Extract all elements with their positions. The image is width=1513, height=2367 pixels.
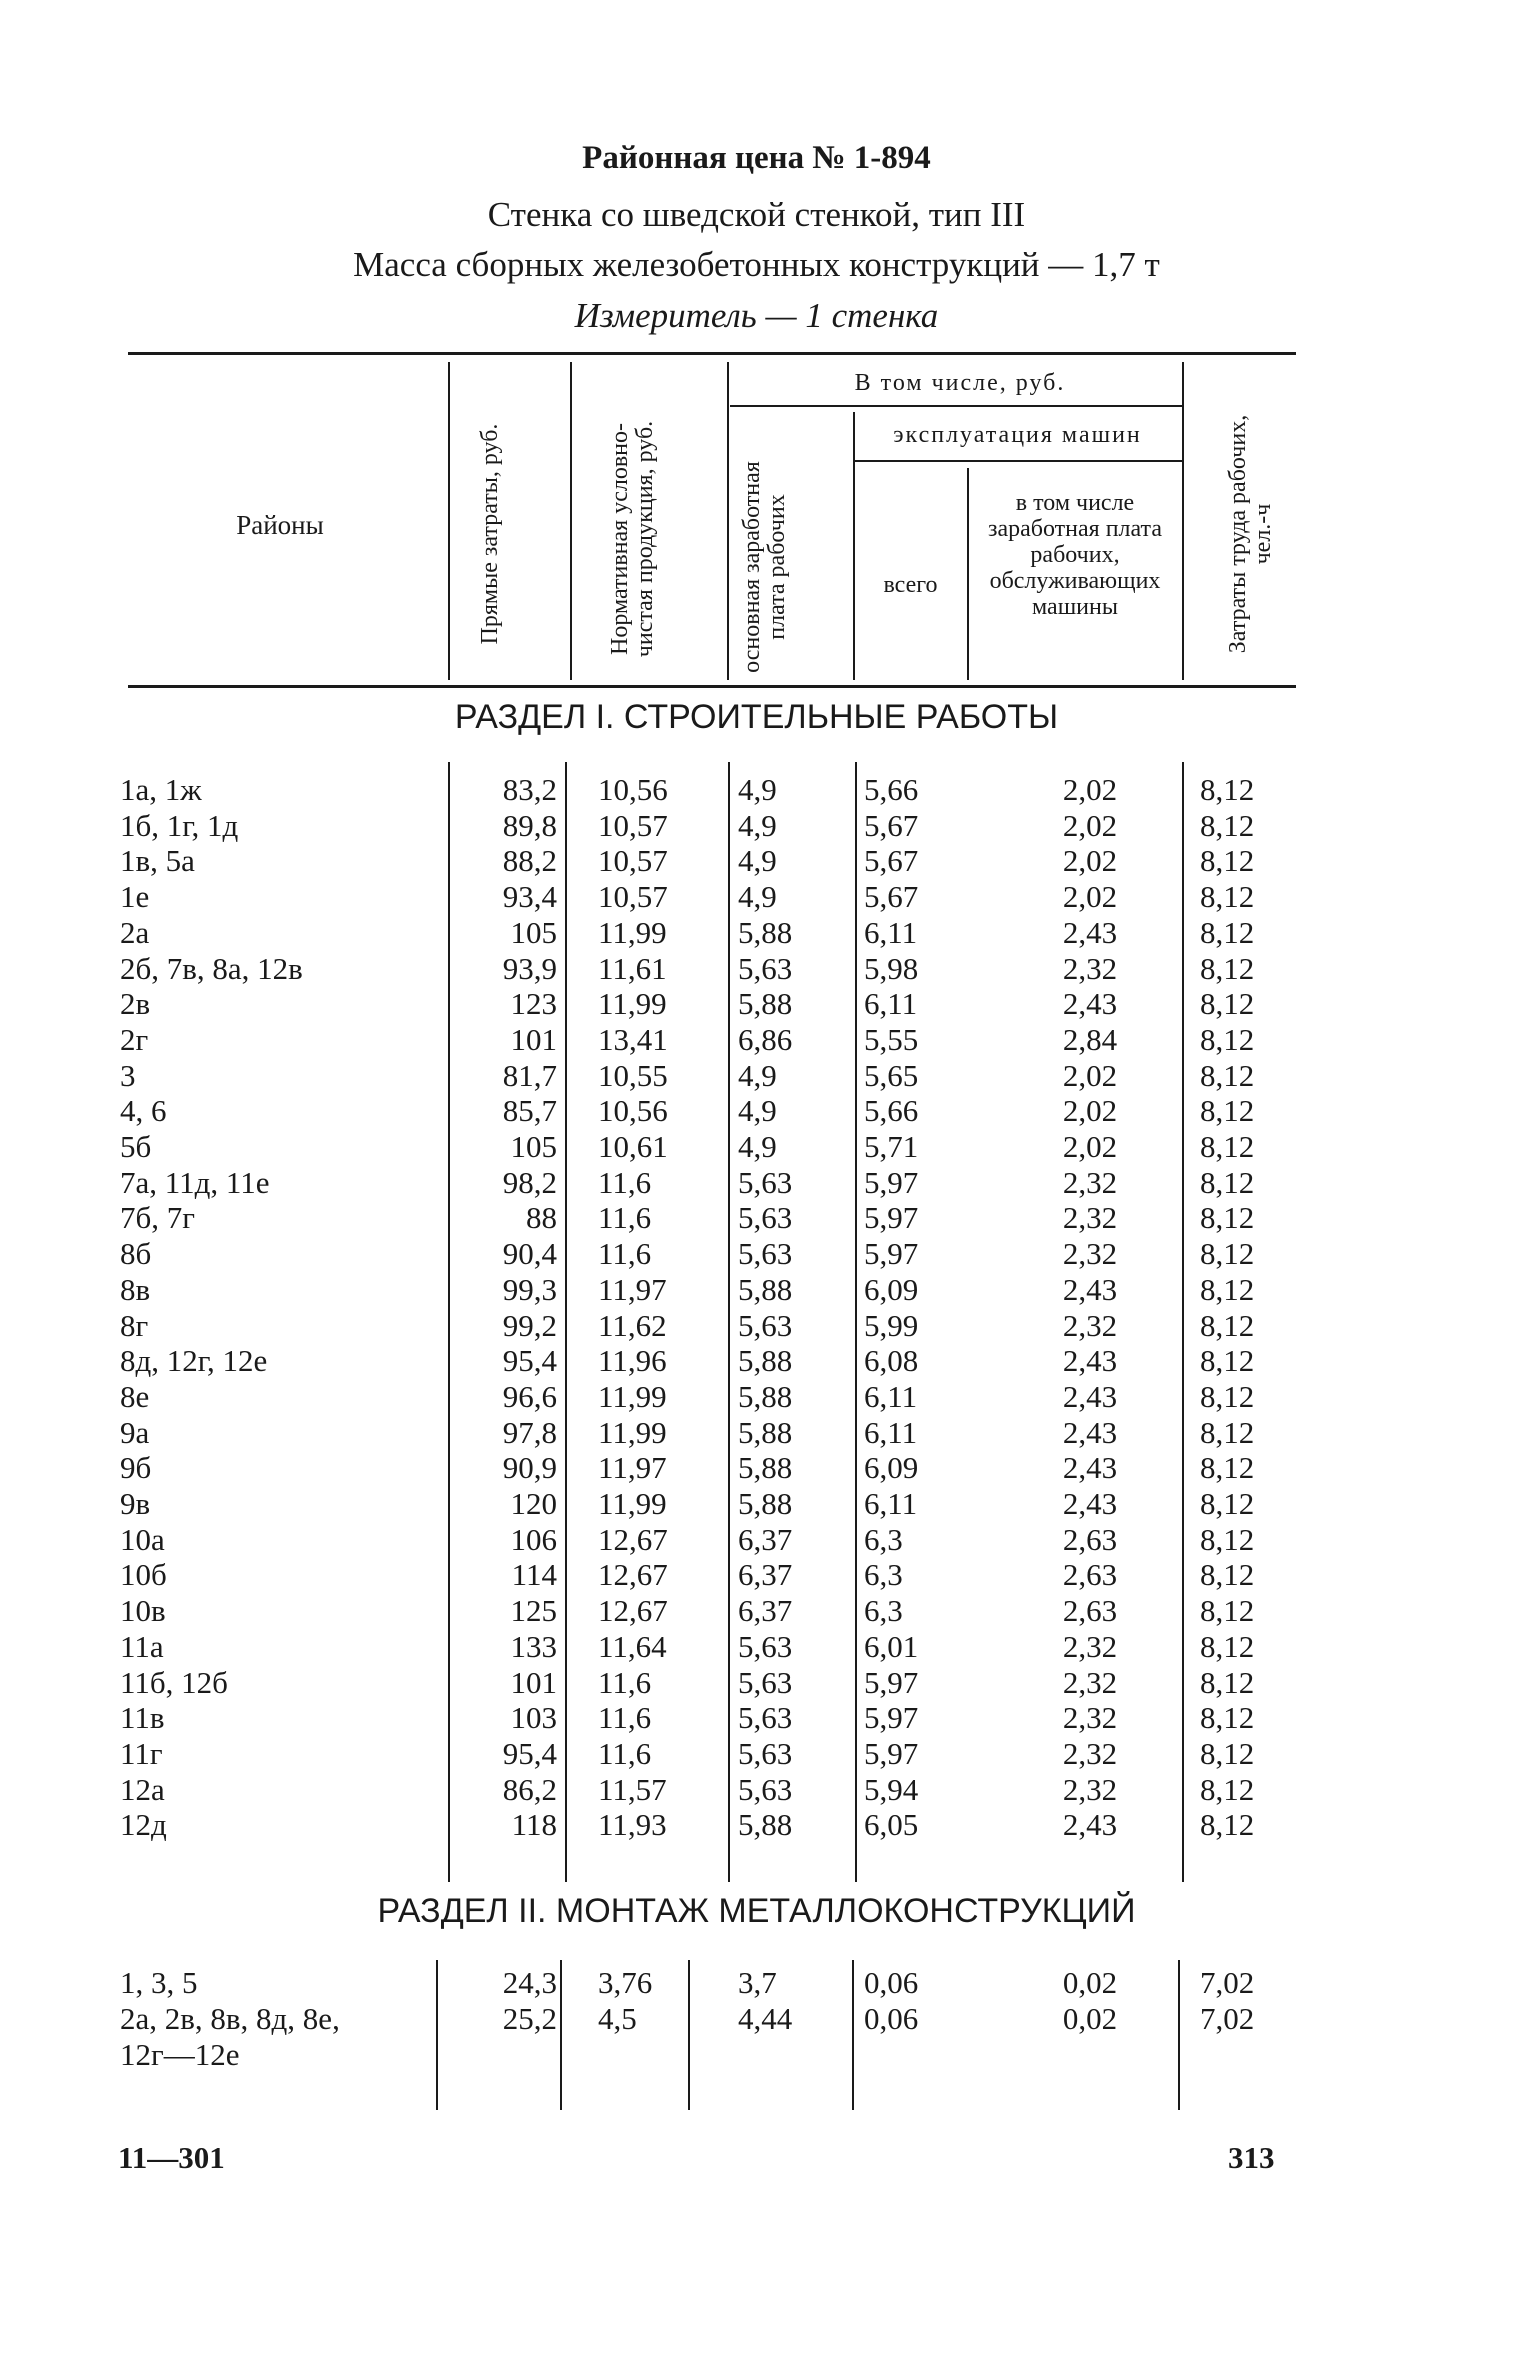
- cell-labor-costs: 8,12: [1200, 1450, 1255, 1486]
- table-row: [0, 1772, 1513, 1808]
- cell-direct-costs: 103: [510, 1700, 557, 1736]
- table-row: [0, 879, 1513, 915]
- cell-machines-incl-wage: 2,02: [1062, 772, 1118, 807]
- cell-machines-total: 5,71: [864, 1129, 919, 1164]
- col-districts: Районы: [236, 510, 324, 540]
- cell-machines-incl-wage: 2,32: [1062, 1700, 1118, 1736]
- cell-norm-product: 12,67: [598, 1521, 668, 1557]
- cell-norm-product: 10,57: [598, 879, 668, 915]
- cell-machines-total: 5,66: [864, 772, 919, 807]
- cell-norm-product: 11,97: [598, 1450, 667, 1486]
- cell-direct-costs: 83,2: [502, 772, 557, 807]
- cell-machines-incl-wage: 2,02: [1062, 1057, 1118, 1093]
- table-row: [0, 1058, 1513, 1094]
- cell-direct-costs: 93,9: [502, 950, 557, 986]
- cell-base-wage: 5,88: [738, 1486, 793, 1521]
- cell-district: 11г: [120, 1735, 163, 1771]
- table-row: [0, 915, 1513, 951]
- cell-norm-product: 11,6: [598, 1735, 652, 1771]
- cell-machines-total: 6,11: [864, 1414, 918, 1450]
- cell-direct-costs: 120: [510, 1486, 557, 1521]
- cell-base-wage: 6,37: [738, 1521, 793, 1557]
- cell-district: 2в: [120, 986, 151, 1022]
- cell-machines-total: 0,06: [864, 1965, 919, 2000]
- cell-norm-product: 11,61: [598, 950, 667, 986]
- cell-direct-costs: 93,4: [502, 879, 557, 915]
- cell-district: 8б: [120, 1236, 152, 1272]
- cell-machines-total: 5,99: [864, 1307, 919, 1343]
- cell-norm-product: 11,99: [598, 1414, 667, 1450]
- cell-machines-incl-wage: 2,02: [1062, 1093, 1118, 1129]
- cell-district: 1а, 1ж: [120, 772, 202, 807]
- cell-labor-costs: 8,12: [1200, 1628, 1255, 1664]
- cell-district: 4, 6: [120, 1093, 167, 1129]
- cell-direct-costs: 89,8: [502, 807, 557, 843]
- table-row: [0, 1807, 1513, 1843]
- cell-labor-costs: 8,12: [1200, 1557, 1255, 1593]
- cell-base-wage: 3,7: [738, 1965, 777, 2000]
- cell-labor-costs: 8,12: [1200, 1664, 1255, 1700]
- cell-norm-product: 11,6: [598, 1664, 652, 1700]
- cell-direct-costs: 98,2: [502, 1164, 557, 1200]
- cell-direct-costs: 81,7: [502, 1057, 557, 1093]
- cell-district: 9а: [120, 1414, 150, 1450]
- cell-labor-costs: 8,12: [1200, 950, 1255, 986]
- cell-labor-costs: 8,12: [1200, 1307, 1255, 1343]
- cell-machines-total: 5,66: [864, 1093, 919, 1129]
- cell-machines-total: 5,97: [864, 1735, 919, 1771]
- cell-base-wage: 5,63: [738, 1664, 793, 1700]
- cell-machines-incl-wage: 2,02: [1062, 1129, 1118, 1164]
- table-row: [0, 1522, 1513, 1558]
- cell-district: 2б, 7в, 8а, 12в: [120, 950, 303, 986]
- cell-direct-costs: 24,3: [502, 1965, 557, 2000]
- cell-machines-total: 6,08: [864, 1343, 919, 1379]
- table-row: [0, 1665, 1513, 1701]
- cell-labor-costs: 8,12: [1200, 1271, 1255, 1307]
- cell-norm-product: 11,6: [598, 1236, 652, 1272]
- cell-machines-total: 6,3: [864, 1593, 903, 1629]
- cell-machines-total: 5,65: [864, 1057, 919, 1093]
- cell-machines-total: 6,3: [864, 1557, 903, 1593]
- cell-direct-costs: 133: [510, 1628, 557, 1664]
- cell-labor-costs: 8,12: [1200, 1057, 1255, 1093]
- cell-machines-total: 5,97: [864, 1664, 919, 1700]
- cell-base-wage: 5,63: [738, 1700, 793, 1736]
- table-row: [0, 1165, 1513, 1201]
- table-row: [0, 772, 1513, 808]
- col-machines-group: эксплуатация машин: [893, 422, 1142, 448]
- cell-base-wage: 4,9: [738, 807, 777, 843]
- table-row: [0, 1272, 1513, 1308]
- cell-machines-total: 5,97: [864, 1200, 919, 1236]
- table-row: [0, 1629, 1513, 1665]
- cell-base-wage: 5,88: [738, 1414, 793, 1450]
- cell-base-wage: 4,9: [738, 879, 777, 915]
- header-col-line-2: [570, 362, 572, 680]
- cell-norm-product: 11,62: [598, 1307, 667, 1343]
- cell-base-wage: 5,88: [738, 1271, 793, 1307]
- table-row: [0, 1200, 1513, 1236]
- cell-norm-product: 10,57: [598, 807, 668, 843]
- price-subtitle: Стенка со шведской стенкой, тип III: [487, 195, 1026, 234]
- cell-machines-total: 6,01: [864, 1628, 919, 1664]
- cell-machines-incl-wage: 2,32: [1062, 1164, 1118, 1200]
- cell-machines-incl-wage: 2,43: [1062, 1486, 1118, 1521]
- cell-machines-total: 6,11: [864, 1486, 918, 1521]
- header-col-line-5: [967, 468, 969, 680]
- cell-labor-costs: 8,12: [1200, 1700, 1255, 1736]
- cell-machines-incl-wage: 2,63: [1062, 1521, 1118, 1557]
- cell-machines-incl-wage: 2,84: [1062, 1021, 1118, 1057]
- cell-base-wage: 5,63: [738, 1771, 793, 1807]
- cell-direct-costs: 123: [510, 986, 557, 1022]
- cell-direct-costs: 96,6: [502, 1378, 557, 1414]
- cell-machines-total: 5,98: [864, 950, 919, 986]
- cell-machines-total: 6,11: [864, 986, 918, 1022]
- cell-base-wage: 6,37: [738, 1557, 793, 1593]
- cell-labor-costs: 7,02: [1200, 1965, 1255, 2000]
- cell-base-wage: 5,63: [738, 1735, 793, 1771]
- cell-machines-incl-wage: 2,32: [1062, 1628, 1118, 1664]
- cell-norm-product: 4,5: [598, 2001, 637, 2036]
- cell-norm-product: 11,99: [598, 914, 667, 950]
- cell-base-wage: 4,9: [738, 772, 777, 807]
- cell-machines-incl-wage: 2,63: [1062, 1557, 1118, 1593]
- cell-base-wage: 5,88: [738, 1378, 793, 1414]
- cell-labor-costs: 8,12: [1200, 986, 1255, 1022]
- print-signature: 11—301: [118, 2140, 225, 2175]
- cell-district: 11б, 12б: [120, 1664, 228, 1700]
- table-row: [0, 843, 1513, 879]
- cell-norm-product: 10,56: [598, 772, 668, 807]
- cell-labor-costs: 8,12: [1200, 914, 1255, 950]
- cell-district: 2г: [120, 1021, 149, 1057]
- header-col-line-4: [853, 412, 855, 680]
- cell-base-wage: 5,88: [738, 1450, 793, 1486]
- cell-district: 10в: [120, 1593, 166, 1629]
- cell-labor-costs: 8,12: [1200, 1735, 1255, 1771]
- cell-district: 7а, 11д, 11е: [120, 1164, 270, 1200]
- cell-district: 8в: [120, 1271, 151, 1307]
- table-row: [0, 1557, 1513, 1593]
- cell-base-wage: 5,63: [738, 950, 793, 986]
- cell-machines-incl-wage: 2,02: [1062, 843, 1118, 879]
- cell-district: 9б: [120, 1450, 152, 1486]
- table-row: [0, 2037, 1513, 2073]
- cell-direct-costs: 88,2: [502, 843, 557, 879]
- cell-district: 12а: [120, 1771, 165, 1807]
- cell-norm-product: 12,67: [598, 1593, 668, 1629]
- cell-base-wage: 5,88: [738, 986, 793, 1022]
- cell-norm-product: 11,97: [598, 1271, 667, 1307]
- cell-machines-incl-wage: 2,43: [1062, 914, 1118, 950]
- cell-labor-costs: 8,12: [1200, 1021, 1255, 1057]
- cell-district: 12д: [120, 1807, 167, 1843]
- cell-labor-costs: 8,12: [1200, 1164, 1255, 1200]
- cell-district: 1в, 5а: [120, 843, 195, 879]
- cell-district: 1б, 1г, 1д: [120, 807, 239, 843]
- col-labor-costs: Затраты труда рабочих, чел.-ч: [1225, 414, 1276, 654]
- col-norm-product: Нормативная условно-чистая продукция, руб.: [607, 420, 658, 658]
- col-machines-total: всего: [883, 572, 938, 598]
- cell-district: 8д, 12г, 12е: [120, 1343, 268, 1379]
- cell-machines-total: 5,67: [864, 843, 919, 879]
- table-row: [0, 1450, 1513, 1486]
- cell-machines-incl-wage: 2,63: [1062, 1593, 1118, 1629]
- cell-direct-costs: 90,9: [502, 1450, 557, 1486]
- cell-labor-costs: 8,12: [1200, 879, 1255, 915]
- cell-direct-costs: 95,4: [502, 1343, 557, 1379]
- col-incl-group: В том числе, руб.: [854, 370, 1066, 396]
- cell-machines-incl-wage: 2,43: [1062, 1450, 1118, 1486]
- cell-direct-costs: 101: [510, 1021, 557, 1057]
- cell-base-wage: 5,88: [738, 1807, 793, 1843]
- cell-direct-costs: 99,3: [502, 1271, 557, 1307]
- cell-district: 8е: [120, 1378, 150, 1414]
- table-row: [0, 1593, 1513, 1629]
- table-row: [0, 1022, 1513, 1058]
- cell-norm-product: 11,57: [598, 1771, 667, 1807]
- cell-machines-total: 5,67: [864, 807, 919, 843]
- machines-group-rule: [855, 460, 1182, 462]
- cell-district: 9в: [120, 1486, 151, 1521]
- cell-machines-incl-wage: 0,02: [1062, 1965, 1118, 2000]
- cell-direct-costs: 106: [510, 1521, 557, 1557]
- cell-labor-costs: 8,12: [1200, 1486, 1255, 1521]
- cell-direct-costs: 88: [526, 1200, 557, 1236]
- page-number: 313: [1228, 2140, 1275, 2175]
- cell-direct-costs: 101: [510, 1664, 557, 1700]
- cell-district: 1, 3, 5: [120, 1965, 198, 2000]
- cell-labor-costs: 8,12: [1200, 1807, 1255, 1843]
- price-title: Районная цена № 1-894: [582, 140, 931, 176]
- table-row: [0, 951, 1513, 987]
- cell-base-wage: 5,63: [738, 1307, 793, 1343]
- cell-labor-costs: 8,12: [1200, 1343, 1255, 1379]
- table-row: [0, 986, 1513, 1022]
- cell-direct-costs: 97,8: [502, 1414, 557, 1450]
- cell-labor-costs: 8,12: [1200, 807, 1255, 843]
- cell-machines-incl-wage: 2,32: [1062, 1771, 1118, 1807]
- section-2-title: РАЗДЕЛ II. МОНТАЖ МЕТАЛЛОКОНСТРУКЦИЙ: [377, 1892, 1136, 1930]
- col-base-wage: основная заработная плата рабочих: [739, 461, 790, 673]
- meter-line: Измеритель — 1 стенка: [574, 296, 939, 335]
- cell-machines-incl-wage: 2,43: [1062, 1807, 1118, 1843]
- cell-machines-total: 5,97: [864, 1700, 919, 1736]
- header-bottom-rule: [128, 685, 1296, 688]
- cell-base-wage: 5,63: [738, 1164, 793, 1200]
- cell-machines-total: 6,11: [864, 1378, 918, 1414]
- cell-labor-costs: 8,12: [1200, 1414, 1255, 1450]
- cell-labor-costs: 8,12: [1200, 1521, 1255, 1557]
- header-col-line-6: [1182, 362, 1184, 680]
- cell-machines-total: 6,3: [864, 1521, 903, 1557]
- incl-group-rule: [730, 405, 1182, 407]
- cell-machines-total: 5,97: [864, 1236, 919, 1272]
- section-1-title: РАЗДЕЛ I. СТРОИТЕЛЬНЫЕ РАБОТЫ: [454, 698, 1059, 736]
- cell-norm-product: 10,61: [598, 1129, 668, 1164]
- cell-machines-incl-wage: 2,32: [1062, 1200, 1118, 1236]
- cell-machines-total: 5,67: [864, 879, 919, 915]
- cell-district: 11в: [120, 1700, 165, 1736]
- table-row: [0, 1308, 1513, 1344]
- cell-labor-costs: 8,12: [1200, 1771, 1255, 1807]
- cell-direct-costs: 95,4: [502, 1735, 557, 1771]
- cell-base-wage: 4,9: [738, 843, 777, 879]
- col-machines-incl-wage: в том числе заработная плата рабочих, обслуживающих машины: [988, 490, 1162, 620]
- cell-norm-product: 11,6: [598, 1200, 652, 1236]
- table-row: [0, 1129, 1513, 1165]
- cell-direct-costs: 105: [510, 914, 557, 950]
- cell-labor-costs: 8,12: [1200, 1236, 1255, 1272]
- cell-machines-incl-wage: 2,43: [1062, 1343, 1118, 1379]
- cell-machines-incl-wage: 2,43: [1062, 986, 1118, 1022]
- cell-machines-incl-wage: 2,43: [1062, 1414, 1118, 1450]
- cell-base-wage: 5,63: [738, 1628, 793, 1664]
- cell-machines-total: 6,11: [864, 914, 918, 950]
- cell-district: 5б: [120, 1129, 152, 1164]
- cell-labor-costs: 8,12: [1200, 1378, 1255, 1414]
- table-row: [0, 2001, 1513, 2037]
- cell-norm-product: 10,57: [598, 843, 668, 879]
- table-row: [0, 1343, 1513, 1379]
- cell-direct-costs: 25,2: [502, 2001, 557, 2036]
- cell-direct-costs: 105: [510, 1129, 557, 1164]
- cell-direct-costs: 85,7: [502, 1093, 557, 1129]
- cell-machines-incl-wage: 2,43: [1062, 1378, 1118, 1414]
- cell-direct-costs: 118: [511, 1807, 557, 1843]
- cell-district: 1е: [120, 879, 150, 915]
- cell-district: 10а: [120, 1521, 165, 1557]
- header-col-line-3: [727, 362, 729, 680]
- cell-machines-total: 5,55: [864, 1021, 919, 1057]
- cell-machines-incl-wage: 2,32: [1062, 1236, 1118, 1272]
- cell-base-wage: 4,9: [738, 1057, 777, 1093]
- cell-direct-costs: 114: [511, 1557, 557, 1593]
- cell-machines-total: 5,94: [864, 1771, 919, 1807]
- cell-norm-product: 11,93: [598, 1807, 667, 1843]
- cell-norm-product: 11,99: [598, 986, 667, 1022]
- cell-direct-costs: 125: [510, 1593, 557, 1629]
- table-row: [0, 1736, 1513, 1772]
- cell-district: 10б: [120, 1557, 167, 1593]
- cell-norm-product: 11,64: [598, 1628, 667, 1664]
- cell-norm-product: 11,96: [598, 1343, 667, 1379]
- cell-machines-incl-wage: 2,32: [1062, 950, 1118, 986]
- cell-base-wage: 5,88: [738, 1343, 793, 1379]
- cell-district: 12г—12е: [120, 2037, 240, 2072]
- cell-base-wage: 4,9: [738, 1129, 777, 1164]
- cell-machines-incl-wage: 2,32: [1062, 1735, 1118, 1771]
- cell-labor-costs: 8,12: [1200, 1129, 1255, 1164]
- table-row: [0, 1486, 1513, 1522]
- cell-machines-incl-wage: 2,02: [1062, 879, 1118, 915]
- table-row: [0, 1093, 1513, 1129]
- cell-base-wage: 4,9: [738, 1093, 777, 1129]
- cell-machines-total: 6,09: [864, 1271, 919, 1307]
- cell-district: 3: [120, 1057, 136, 1093]
- cell-district: 7б, 7г: [120, 1200, 195, 1236]
- cell-norm-product: 11,6: [598, 1700, 652, 1736]
- cell-district: 2а: [120, 914, 150, 950]
- cell-machines-incl-wage: 2,02: [1062, 807, 1118, 843]
- cell-base-wage: 6,86: [738, 1021, 793, 1057]
- cell-base-wage: 4,44: [738, 2001, 793, 2036]
- table-row: [0, 1965, 1513, 2001]
- cell-direct-costs: 90,4: [502, 1236, 557, 1272]
- cell-machines-incl-wage: 2,32: [1062, 1664, 1118, 1700]
- mass-line: Масса сборных железобетонных конструкций — 1,7 т: [353, 245, 1160, 284]
- cell-base-wage: 6,37: [738, 1593, 793, 1629]
- cell-district: 8г: [120, 1307, 149, 1343]
- cell-direct-costs: 86,2: [502, 1771, 557, 1807]
- cell-norm-product: 11,6: [598, 1164, 652, 1200]
- cell-machines-incl-wage: 2,32: [1062, 1307, 1118, 1343]
- cell-machines-incl-wage: 0,02: [1062, 2001, 1118, 2036]
- table-row: [0, 808, 1513, 844]
- cell-labor-costs: 8,12: [1200, 843, 1255, 879]
- cell-labor-costs: 7,02: [1200, 2001, 1255, 2036]
- cell-norm-product: 13,41: [598, 1021, 668, 1057]
- cell-labor-costs: 8,12: [1200, 1200, 1255, 1236]
- cell-machines-total: 0,06: [864, 2001, 919, 2036]
- cell-norm-product: 12,67: [598, 1557, 668, 1593]
- cell-machines-total: 6,05: [864, 1807, 919, 1843]
- cell-norm-product: 10,56: [598, 1093, 668, 1129]
- cell-norm-product: 11,99: [598, 1378, 667, 1414]
- header-col-line-1: [448, 362, 450, 680]
- cell-district: 11а: [120, 1628, 164, 1664]
- table-row: [0, 1379, 1513, 1415]
- cell-district: 2а, 2в, 8в, 8д, 8е,: [120, 2001, 340, 2036]
- cell-norm-product: 11,99: [598, 1486, 667, 1521]
- header-top-rule: [128, 352, 1296, 355]
- cell-machines-incl-wage: 2,43: [1062, 1271, 1118, 1307]
- col-direct-costs: Прямые затраты, руб.: [477, 423, 503, 645]
- table-row: [0, 1700, 1513, 1736]
- table-row: [0, 1415, 1513, 1451]
- cell-machines-total: 5,97: [864, 1164, 919, 1200]
- cell-machines-total: 6,09: [864, 1450, 919, 1486]
- table-row: [0, 1236, 1513, 1272]
- cell-labor-costs: 8,12: [1200, 1593, 1255, 1629]
- cell-norm-product: 3,76: [598, 1965, 653, 2000]
- cell-base-wage: 5,88: [738, 914, 793, 950]
- cell-labor-costs: 8,12: [1200, 1093, 1255, 1129]
- cell-direct-costs: 99,2: [502, 1307, 557, 1343]
- cell-base-wage: 5,63: [738, 1236, 793, 1272]
- cell-labor-costs: 8,12: [1200, 772, 1255, 807]
- cell-base-wage: 5,63: [738, 1200, 793, 1236]
- cell-norm-product: 10,55: [598, 1057, 668, 1093]
